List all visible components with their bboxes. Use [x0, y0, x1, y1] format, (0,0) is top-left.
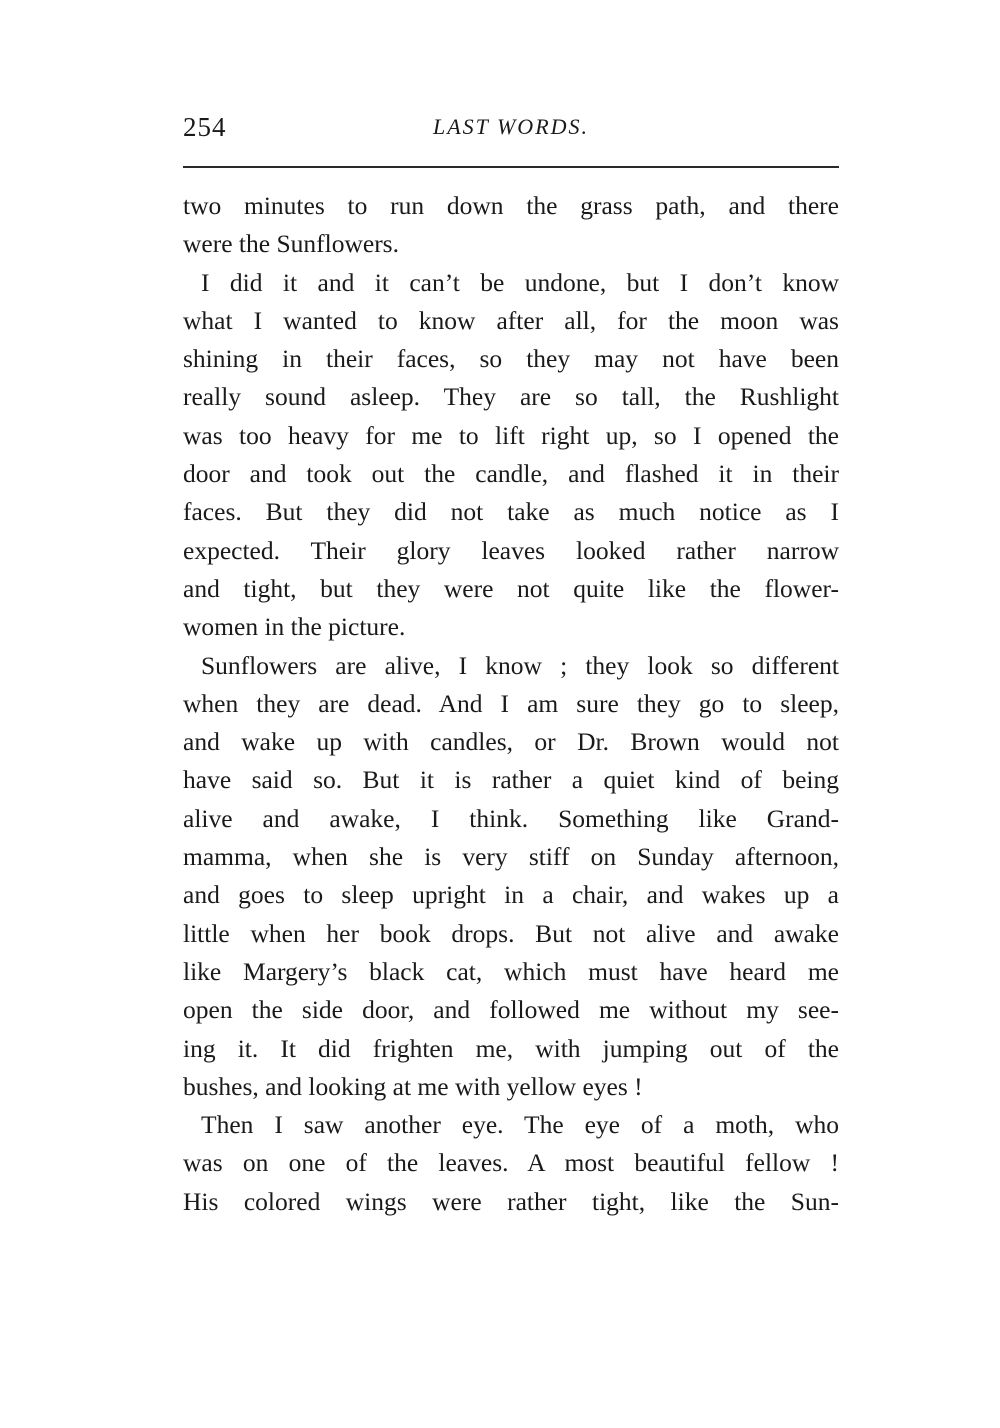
- text-line: was on one of the leaves. A most beautiful fellow !: [183, 1148, 839, 1178]
- paragraph-sunflowers-visit: [183, 264, 839, 647]
- paragraph-moth: [183, 1106, 839, 1221]
- text-line: like Margery’s black cat, which must have heard me: [183, 956, 839, 986]
- text-line: Then I saw another eye. The eye of a moth, who: [201, 1110, 839, 1140]
- text-line: two minutes to run down the grass path, and there: [183, 191, 839, 220]
- text-line: faces. But they did not take as much notice as I: [183, 497, 839, 527]
- text-line: and goes to sleep upright in a chair, and wakes up a: [183, 880, 839, 910]
- text-line: bushes, and looking at me with yellow eyes !: [183, 1071, 643, 1101]
- page-header: [183, 112, 839, 152]
- text-line: and wake up with candles, or Dr. Brown would not: [183, 727, 839, 757]
- text-line: Sunflowers are alive, I know ; they look so different: [201, 650, 839, 680]
- text-line: mamma, when she is very stiff on Sunday afternoon,: [183, 842, 839, 872]
- text-line: women in the picture.: [183, 612, 406, 642]
- text-line: ing it. It did frighten me, with jumping out of the: [183, 1033, 839, 1063]
- text-line: open the side door, and followed me without my see-: [183, 995, 839, 1025]
- text-line: shining in their faces, so they may not have been: [183, 344, 839, 374]
- body-text: [183, 187, 839, 1221]
- header-rule: [183, 166, 839, 168]
- paragraph-continuation: [183, 187, 839, 264]
- text-line: when they are dead. And I am sure they go to sleep,: [183, 688, 839, 718]
- paragraph-sunflowers-alive: [183, 647, 839, 1107]
- text-line: were the Sunflowers.: [183, 229, 399, 259]
- text-line: I did it and it can’t be undone, but I don’t know: [201, 267, 839, 297]
- text-line: was too heavy for me to lift right up, so I opened the: [183, 420, 839, 450]
- text-line: expected. Their glory leaves looked rather narrow: [183, 535, 839, 565]
- text-line: what I wanted to know after all, for the moon was: [183, 305, 839, 335]
- running-title: LAST WORDS.: [432, 114, 590, 139]
- text-line: His colored wings were rather tight, like the Sun-: [183, 1186, 839, 1216]
- text-line: really sound asleep. They are so tall, the Rushlight: [183, 382, 839, 412]
- text-line: little when her book drops. But not alive and awake: [183, 918, 839, 948]
- text-line: alive and awake, I think. Something like Grand-: [183, 803, 839, 833]
- page-number: 254: [183, 112, 227, 142]
- text-line: and tight, but they were not quite like the flower-: [183, 573, 839, 603]
- text-line: door and took out the candle, and flashed it in their: [183, 459, 839, 489]
- text-line: have said so. But it is rather a quiet kind of being: [183, 765, 839, 795]
